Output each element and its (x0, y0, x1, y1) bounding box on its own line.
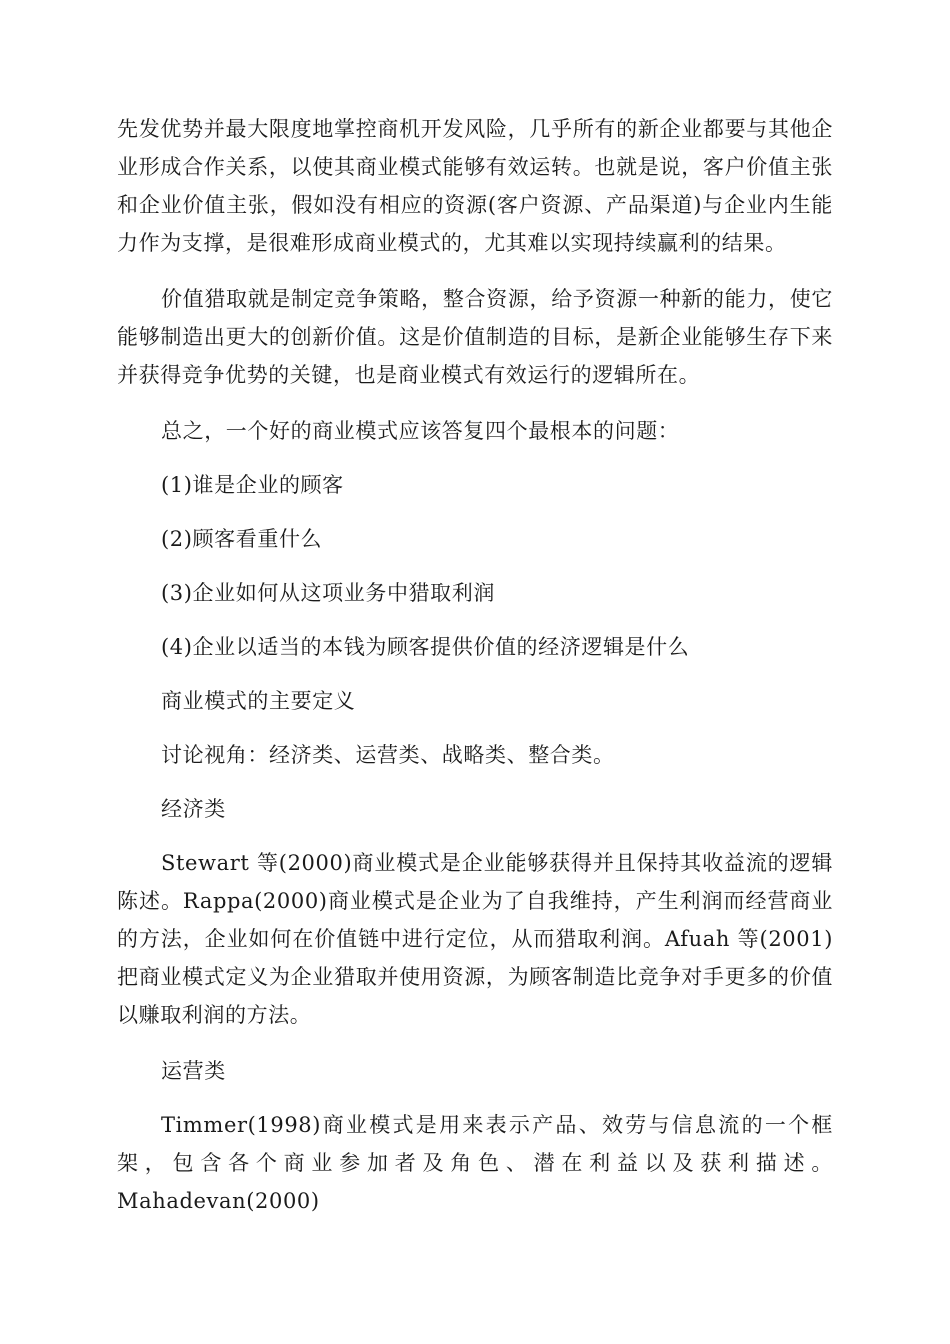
paragraph-value-capture: 价值猎取就是制定竞争策略，整合资源，给予资源一种新的能力，使它能够制造出更大的创新价值。这是价值制造的目标，是新企业能够生存下来并获得竞争优势的关键，也是商业模式有效运行的逻辑所在。 (117, 287, 833, 387)
paragraph-economic: Stewart 等(2000)商业模式是企业能够获得并且保持其收益流的逻辑陈述。Rappa(2000)商业模式是企业为了自我维持，产生利润而经营商业的方法，企业如何在价值链中进行定位，从而猎取利润。Afuah 等(2001)把商业模式定义为企业猎取并使用资源，为顾客制造比竞争对手更多的价值以赚取利润的方法。 (117, 851, 833, 1027)
paragraph-first-advantage: 先发优势并最大限度地掌控商机开发风险，几乎所有的新企业都要与其他企业形成合作关系，以使其商业模式能够有效运转。也就是说，客户价值主张和企业价值主张，假如没有相应的资源(客户资源、产品渠道)与企业内生能力作为支撑，是很难形成商业模式的，尤其难以实现持续赢利的结果。 (117, 117, 833, 255)
question-4: (4)企业以适当的本钱为顾客提供价值的经济逻辑是什么 (161, 635, 690, 659)
paragraph-summary: 总之，一个好的商业模式应该答复四个最根本的问题： (161, 419, 680, 443)
document-body (117, 110, 833, 1236)
question-2: (2)顾客看重什么 (161, 527, 323, 551)
paragraph-operations: Timmer(1998)商业模式是用来表示产品、效劳与信息流的一个框架，包含各个商业参加者及角色、潜在利益以及获利描述。Mahadevan(2000) (117, 1113, 833, 1213)
question-1: (1)谁是企业的顾客 (161, 473, 344, 497)
question-3: (3)企业如何从这项业务中猎取利润 (161, 581, 495, 605)
subheading-economic: 经济类 (161, 797, 226, 821)
discussion-perspectives: 讨论视角：经济类、运营类、战略类、整合类。 (161, 743, 615, 767)
subheading-operations: 运营类 (161, 1059, 226, 1083)
section-heading-definitions: 商业模式的主要定义 (161, 689, 356, 713)
